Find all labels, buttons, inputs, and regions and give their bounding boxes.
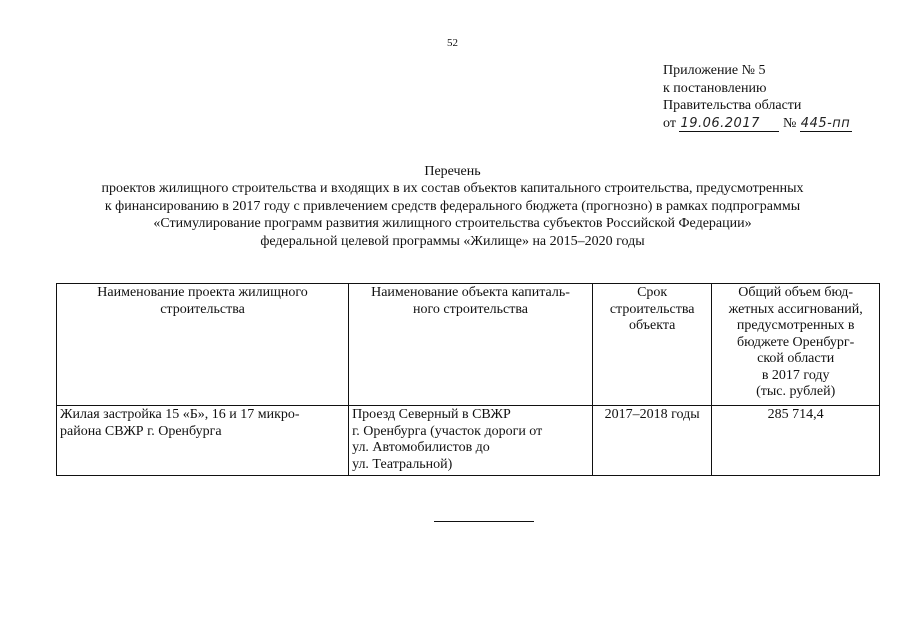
end-divider xyxy=(434,521,534,522)
appendix-resolution-ref: к постановлению xyxy=(663,80,767,96)
cell-project-name: Жилая застройка 15 «Б», 16 и 17 микро- района СВЖР г. Оренбурга xyxy=(57,406,349,476)
number-label: № xyxy=(782,115,797,131)
handwritten-number: 445-пп xyxy=(800,115,851,131)
cell-object-name: Проезд Северный в СВЖР г. Оренбурга (участок дороги от ул. Автомобилистов до ул. Театральной) xyxy=(349,406,593,476)
document-title xyxy=(0,163,905,250)
header-budget-volume: Общий объем бюд- жетных ассигнований, предусмотренных в бюджете Оренбург- ской области в 2017 году (тыс. рублей) xyxy=(712,284,880,406)
from-label: от xyxy=(663,115,676,131)
header-object-name: Наименование объекта капиталь- ного строительства xyxy=(349,284,593,406)
handwritten-date: 19.06.2017 xyxy=(679,117,779,132)
title-heading: Перечень xyxy=(424,164,481,179)
title-line-2: к финансированию в 2017 году с привлечением средств федерального бюджета (прогнозно) в рамках подпрограммы xyxy=(104,198,801,214)
cell-budget-volume: 285 714,4 xyxy=(712,406,880,476)
header-construction-period: Срок строительства объекта xyxy=(592,284,711,406)
header-project-name: Наименование проекта жилищного строительства xyxy=(57,284,349,406)
title-line-1: проектов жилищного строительства и входящих в их состав объектов капитального строительства, предусмотренных xyxy=(101,181,804,197)
projects-table xyxy=(56,283,880,476)
title-line-3: «Стимулирование программ развития жилищного строительства субъектов Российской Федерации» xyxy=(153,216,752,232)
appendix-date-line xyxy=(663,115,893,133)
cell-construction-period: 2017–2018 годы xyxy=(592,406,711,476)
title-line-4: федеральной целевой программы «Жилище» на 2015–2020 годы xyxy=(260,233,645,249)
table-row xyxy=(57,406,880,476)
appendix-government: Правительства области xyxy=(663,98,802,113)
appendix-title: Приложение № 5 xyxy=(663,63,766,78)
table-header-row xyxy=(57,284,880,406)
appendix-block xyxy=(663,62,893,132)
page-number: 52 xyxy=(447,37,458,49)
